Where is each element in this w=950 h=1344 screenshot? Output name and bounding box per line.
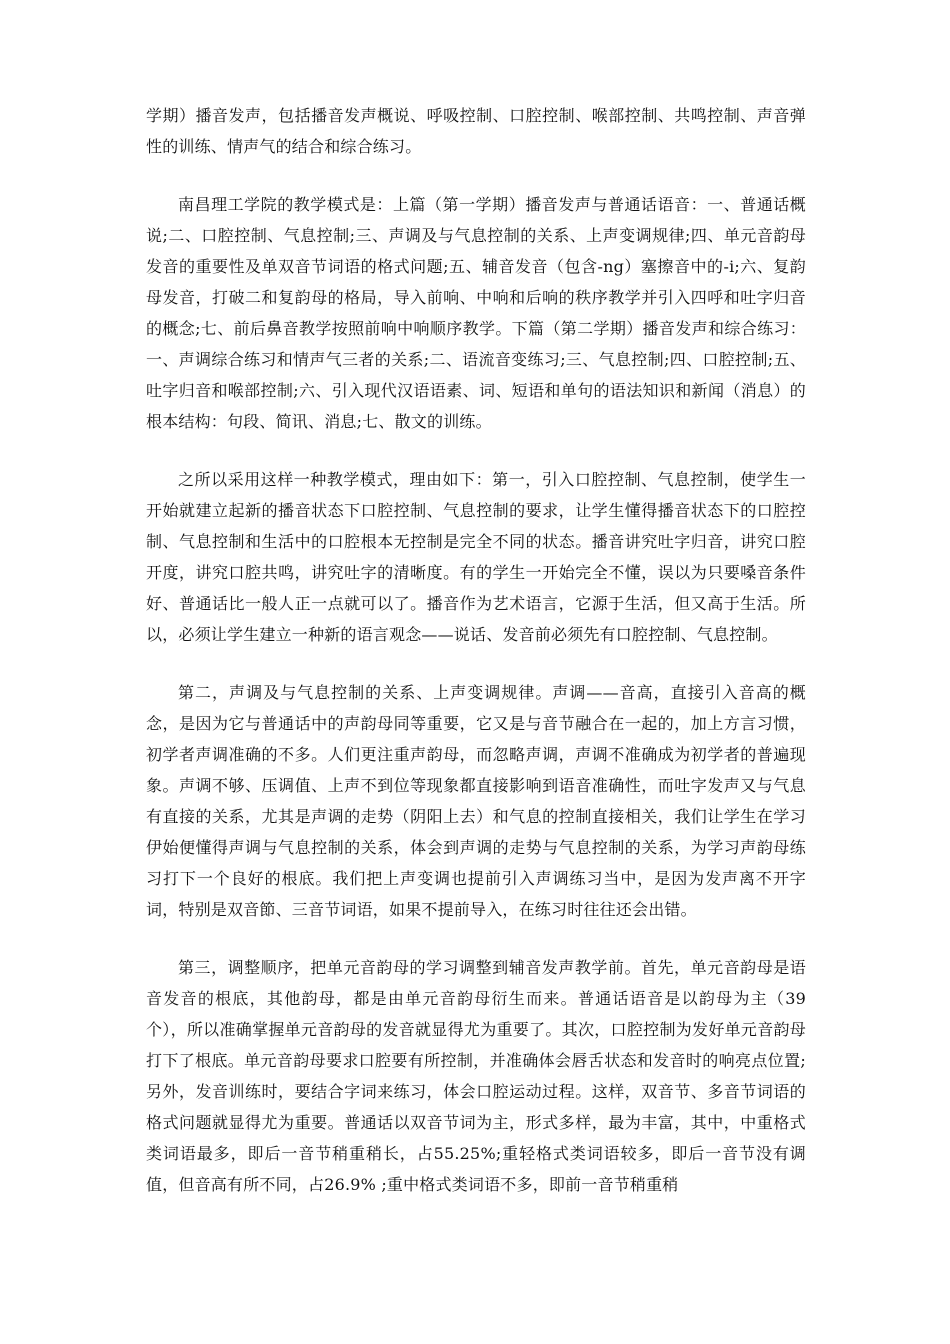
paragraph-teaching-mode: 南昌理工学院的教学模式是：上篇（第一学期）播音发声与普通话语音：一、普通话概说;二、口腔控制、气息控制;三、声调及与气息控制的关系、上声变调规律;四、单元音韵母发音的重要性及单双音节词语的格式问题;五、辅音发音（包含-ng）塞擦音中的-i;六、复韵母发音，打破二和复韵母的格局，导入前响、中响和后响的秩序教学并引入四呼和吐字归音的概念;七、前后鼻音教学按照前响中响顺序教学。下篇（第二学期）播音发声和综合练习：一、声调综合练习和情声气三者的关系;二、语流音变练习;三、气息控制;四、口腔控制;五、吐字归音和喉部控制;六、引入现代汉语语素、词、短语和单句的语法知识和新闻（消息）的根本结构：句段、简讯、消息;七、散文的训练。 [146, 195, 806, 431]
paragraph-continuation: 学期）播音发声，包括播音发声概说、呼吸控制、口腔控制、喉部控制、共鸣控制、声音弹性的训练、情声气的结合和综合练习。 [146, 106, 806, 156]
paragraph-reason-second: 第二，声调及与气息控制的关系、上声变调规律。声调——音高，直接引入音高的概念，是因为它与普通话中的声韵母同等重要，它又是与音节融合在一起的，加上方言习惯，初学者声调准确的不多。人们更注重声韵母，而忽略声调，声调不准确成为初学者的普遍现象。声调不够、压调值、上声不到位等现象都直接影响到语音准确性，而吐字发声又与气息有直接的关系，尤其是声调的走势（阴阳上去）和气息的控制直接相关，我们让学生在学习伊始便懂得声调与气息控制的关系，体会到声调的走势与气息控制的关系，为学习声韵母练习打下一个良好的根底。我们把上声变调也提前引入声调练习当中，是因为发声离不开字词，特别是双音節、三音节词语，如果不提前导入，在练习时往往还会出错。 [146, 683, 806, 919]
paragraph-reason-third: 第三，调整顺序，把单元音韵母的学习调整到辅音发声教学前。首先，单元音韵母是语音发音的根底，其他韵母，都是由单元音韵母衍生而来。普通话语音是以韵母为主（39个），所以准确掌握单元音韵母的发音就显得尤为重要了。其次，口腔控制为发好单元音韵母打下了根底。单元音韵母要求口腔要有所控制，并准确体会唇舌状态和发音时的响亮点位置;另外，发音训练时，要结合字词来练习，体会口腔运动过程。这样，双音节、多音节词语的格式问题就显得尤为重要。普通话以双音节词为主，形式多样，最为丰富，其中，中重格式类词语最多，即后一音节稍重稍长，占55.25%;重轻格式类词语较多，即后一音节没有调值，但音高有所不同，占26.9% ;重中格式类词语不多，即前一音节稍重稍 [146, 958, 806, 1194]
document-body [146, 100, 806, 1227]
paragraph-reason-first: 之所以采用这样一种教学模式，理由如下：第一，引入口腔控制、气息控制，使学生一开始就建立起新的播音状态下口腔控制、气息控制的要求，让学生懂得播音状态下的口腔控制、气息控制和生活中的口腔根本无控制是完全不同的状态。播音讲究吐字归音，讲究口腔开度，讲究口腔共鸣，讲究吐字的清晰度。有的学生一开始完全不懂，误以为只要嗓音条件好、普通话比一般人正一点就可以了。播音作为艺术语言，它源于生活，但又高于生活。所以，必须让学生建立一种新的语言观念——说话、发音前必须先有口腔控制、气息控制。 [146, 470, 806, 644]
